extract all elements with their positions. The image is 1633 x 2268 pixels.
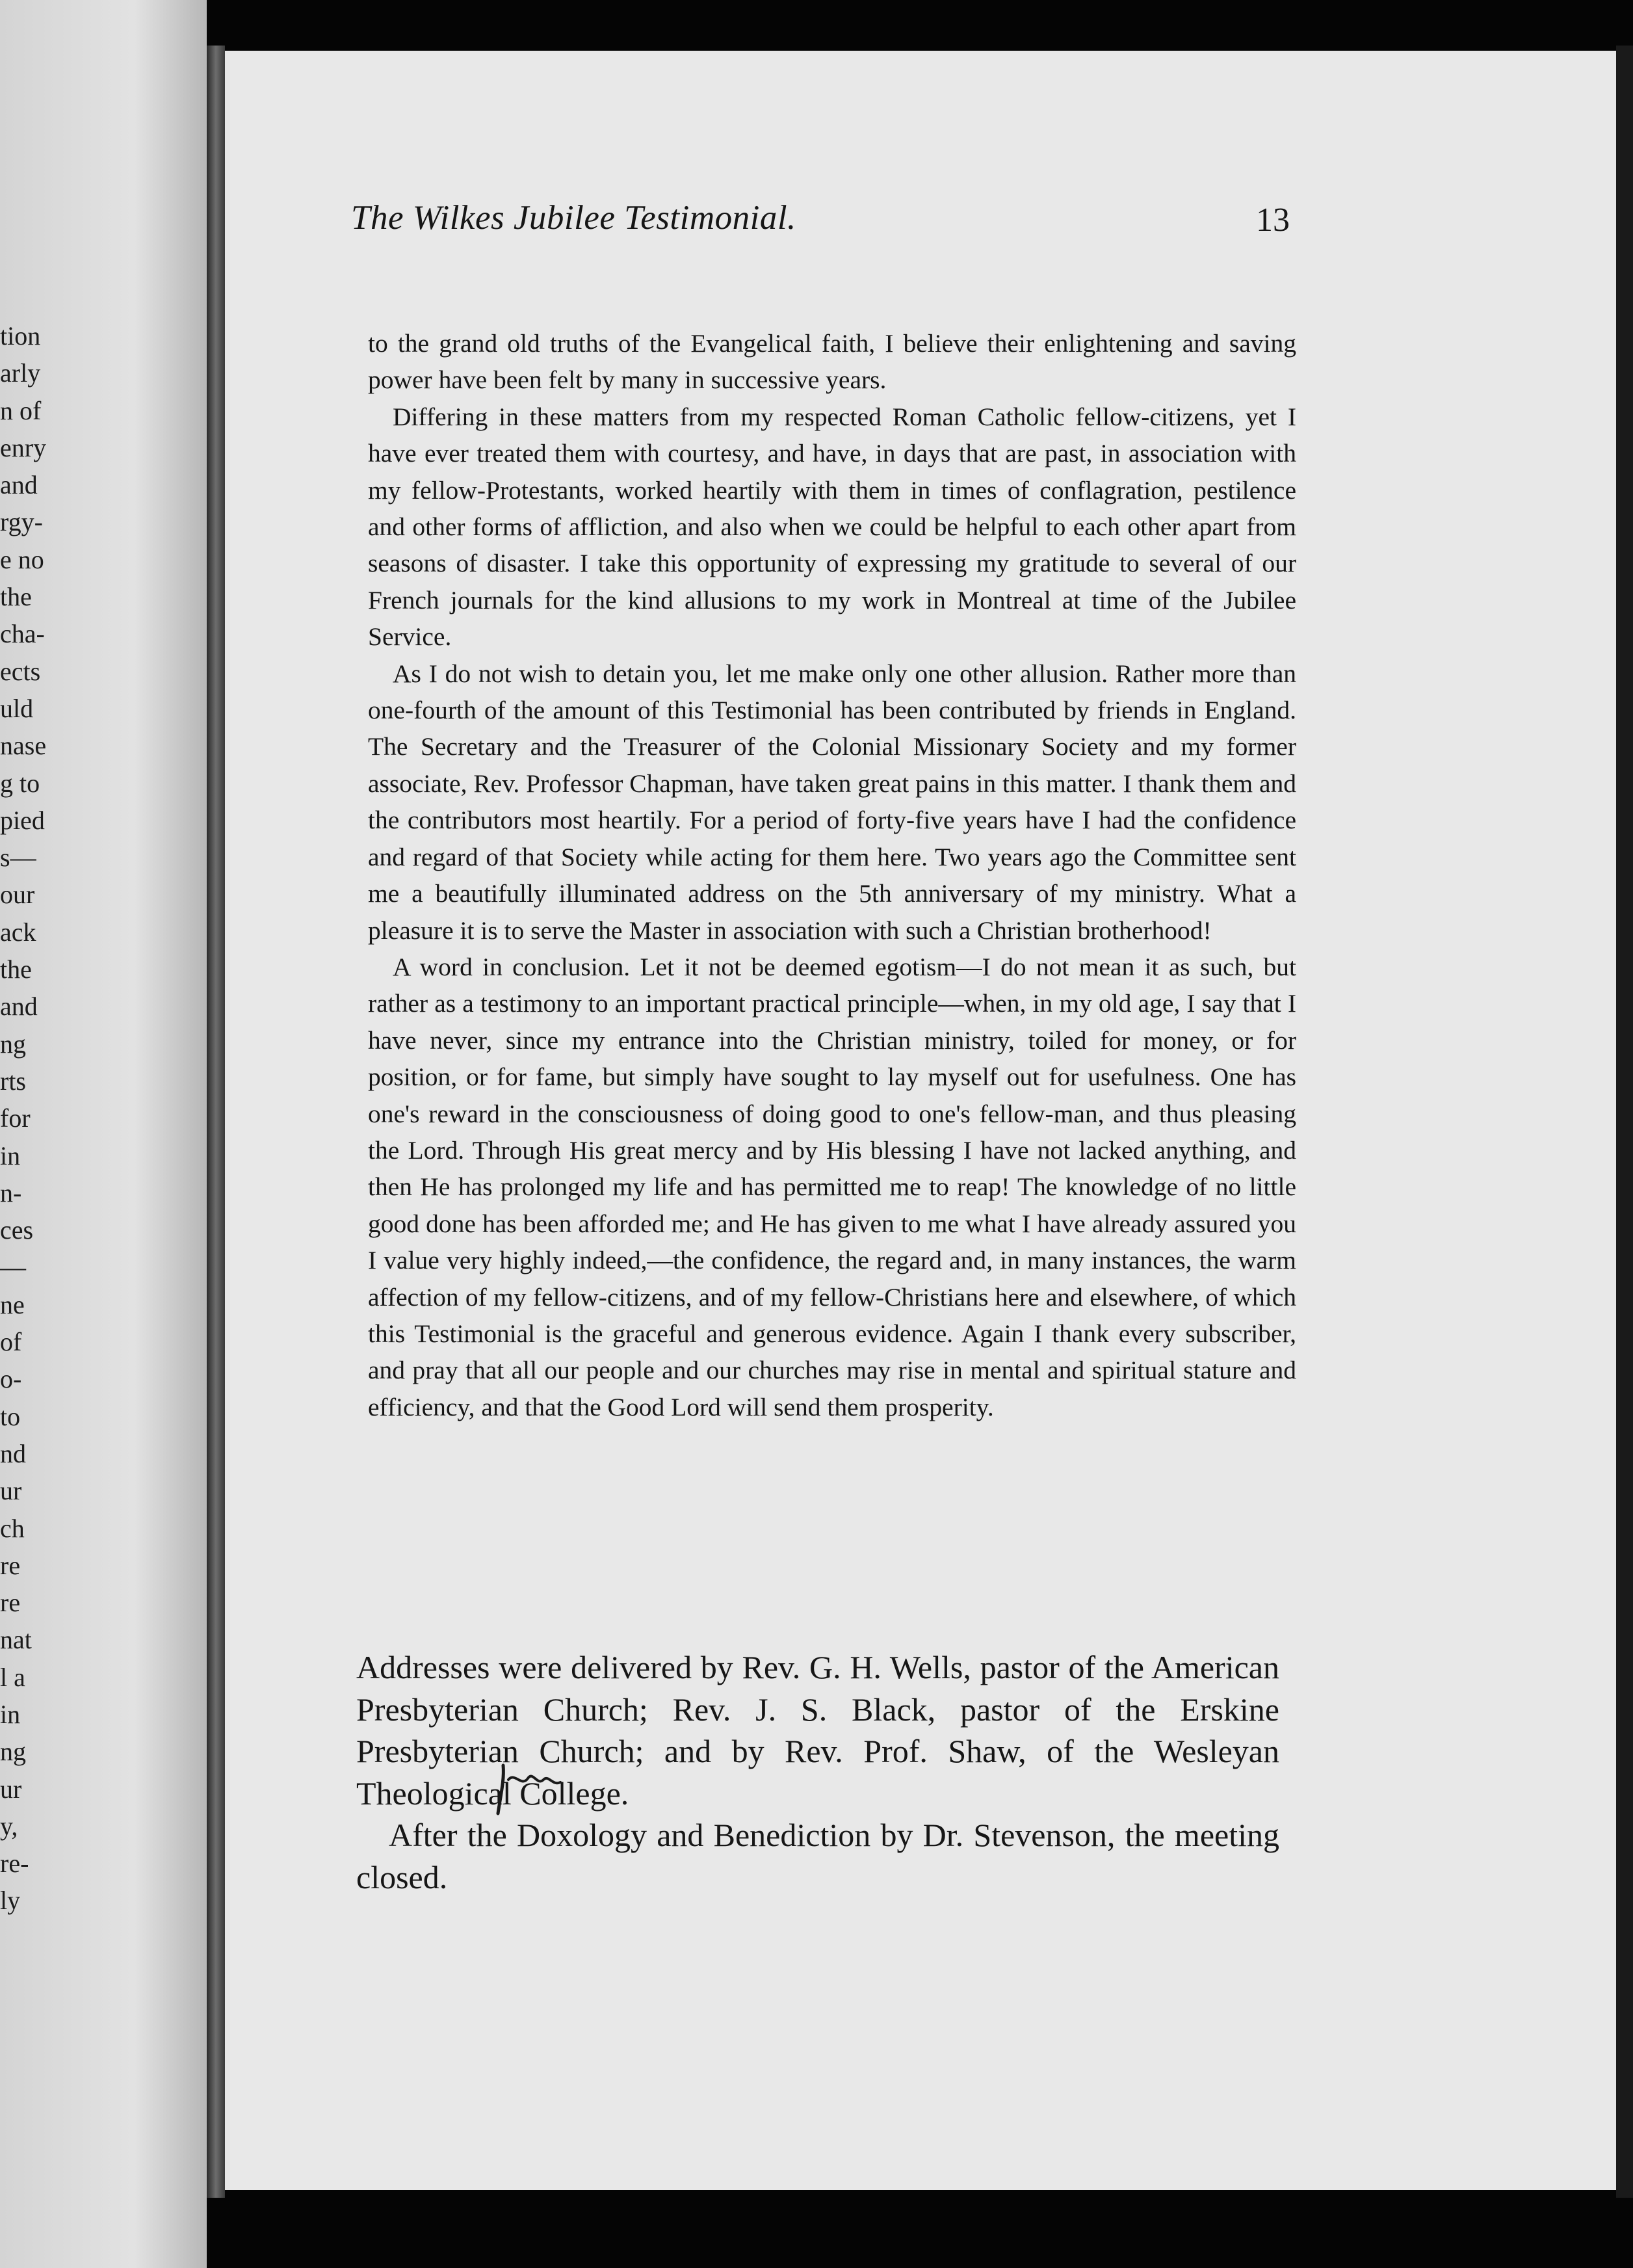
left-margin-fragment: for	[0, 1103, 31, 1133]
left-margin-fragment: re-	[0, 1849, 29, 1879]
closing-paragraph-2: After the Doxology and Benediction by Dr. Stevenson, the meeting closed.	[356, 1817, 1279, 1895]
left-margin-fragment: the	[0, 955, 32, 984]
left-margin-fragment: in	[0, 1699, 21, 1729]
left-margin-fragment: ur	[0, 1774, 22, 1804]
left-margin-fragment: ur	[0, 1476, 22, 1506]
left-page-edge	[0, 0, 207, 2268]
closing-paragraph-1: Addresses were delivered by Rev. G. H. Wells, pastor of the American Presbyterian Church; Rev. J. S. Black, pastor of the Erskine Presbyterian Church; and by Rev. Prof. Shaw, of the Wesleyan Theological College.	[356, 1649, 1279, 1812]
left-margin-fragment: to	[0, 1401, 21, 1431]
left-margin-fragment: n of	[0, 395, 42, 425]
left-margin-fragment: o-	[0, 1364, 22, 1394]
left-margin-fragment: and	[0, 470, 38, 500]
body-paragraph-4: A word in conclusion. Let it not be deemed egotism—I do not mean it as such, but rather as a testimony to an important practical principle—when, in my old age, I say that I have never, since my entrance into the Christian ministry, toiled for money, or for position, or for fame, but simply have sought to lay myself out for usefulness. One has one's reward in the consciousness of doing good to one's fellow-man, and thus pleasing the Lord. Through His great mercy and by His blessing I have not lacked anything, and then He has prolonged my life and has permitted me to reap! The knowledge of no little good done has been afforded me; and He has given to me what I have already assured you I value very highly indeed,—the confidence, the regard and, in many instances, the warm affection of my fellow-citizens, and of my fellow-Christians here and elsewhere, of which this Testimonial is the graceful and generous evidence. Again I thank every subscriber, and pray that all our people and our churches may rise in mental and spiritual stature and efficiency, and that the Good Lord will send them prosperity.	[368, 952, 1296, 1421]
left-margin-fragment: ng	[0, 1029, 26, 1059]
left-margin-fragment: re	[0, 1550, 21, 1580]
left-margin-fragment: ly	[0, 1886, 21, 1916]
left-margin-fragment: tion	[0, 321, 41, 350]
body-paragraph-1: to the grand old truths of the Evangelical faith, I believe their enlightening and saving power have been felt by many in successive years.	[368, 329, 1296, 395]
left-margin-fragment: enry	[0, 432, 47, 462]
left-margin-fragment: our	[0, 880, 35, 910]
left-margin-fragment: cha-	[0, 619, 45, 649]
left-margin-fragment: re	[0, 1588, 21, 1618]
left-margin-fragment: ack	[0, 917, 36, 947]
left-margin-fragment: ng	[0, 1737, 26, 1767]
page-number: 13	[1256, 202, 1290, 239]
left-margin-fragment: nat	[0, 1625, 32, 1655]
left-margin-fragment: uld	[0, 693, 34, 723]
left-margin-fragment: and	[0, 992, 38, 1022]
left-margin-fragment: n-	[0, 1178, 22, 1207]
left-margin-fragment: in	[0, 1141, 21, 1170]
handwritten-correction-mark	[489, 1760, 567, 1819]
page-edge-shadow	[1616, 46, 1633, 2198]
running-title: The Wilkes Jubilee Testimonial.	[351, 199, 796, 237]
body-paragraph-2: Differing in these matters from my respected Roman Catholic fellow-citizens, yet I have ever treated them with courtesy, and have, in days that are past, in association with my fellow-Protestants, worked heartily with them in times of conflagration, pestilence and other forms of affliction, and also when we could be helpful to each other apart from seasons of disaster. I take this opportunity of expressing my gratitude to several of our French journals for the kind allusions to my work in Montreal at time of the Jubilee Service.	[368, 402, 1296, 652]
left-margin-fragment: rgy-	[0, 507, 43, 537]
left-margin-fragment: —	[0, 1252, 26, 1282]
left-margin-fragment: nase	[0, 731, 47, 761]
body-text	[368, 325, 1296, 1425]
left-margin-fragment: nd	[0, 1438, 26, 1468]
left-margin-fragment: y,	[0, 1811, 18, 1841]
left-margin-fragment: rts	[0, 1066, 26, 1096]
left-margin-fragment: g to	[0, 768, 40, 798]
left-margin-fragment: ne	[0, 1289, 25, 1319]
left-margin-fragment: ces	[0, 1215, 34, 1245]
left-margin-fragment: arly	[0, 358, 41, 388]
left-margin-fragment: of	[0, 1327, 22, 1357]
left-margin-fragment: s—	[0, 843, 36, 873]
left-margin-fragment: e no	[0, 544, 44, 574]
left-margin-fragment: pied	[0, 805, 45, 835]
left-margin-fragment: l a	[0, 1662, 25, 1692]
book-gutter	[207, 46, 225, 2198]
left-margin-fragment: the	[0, 582, 32, 612]
left-margin-fragment: ch	[0, 1513, 25, 1543]
left-page-text-fragments	[0, 317, 91, 1919]
body-paragraph-3: As I do not wish to detain you, let me make only one other allusion. Rather more than one-fourth of the amount of this Testimonial has been contributed by friends in England. The Secretary and the Treasurer of the Colonial Missionary Society and my former associate, Rev. Professor Chapman, have taken great pains in this matter. I thank them and the contributors most heartily. For a period of forty-five years have I had the confidence and regard of that Society while acting for them here. Two years ago the Committee sent me a beautifully illuminated address on the 5th anniversary of my ministry. What a pleasure it is to serve the Master in association with such a Christian brotherhood!	[368, 659, 1296, 945]
left-margin-fragment: ects	[0, 656, 41, 686]
